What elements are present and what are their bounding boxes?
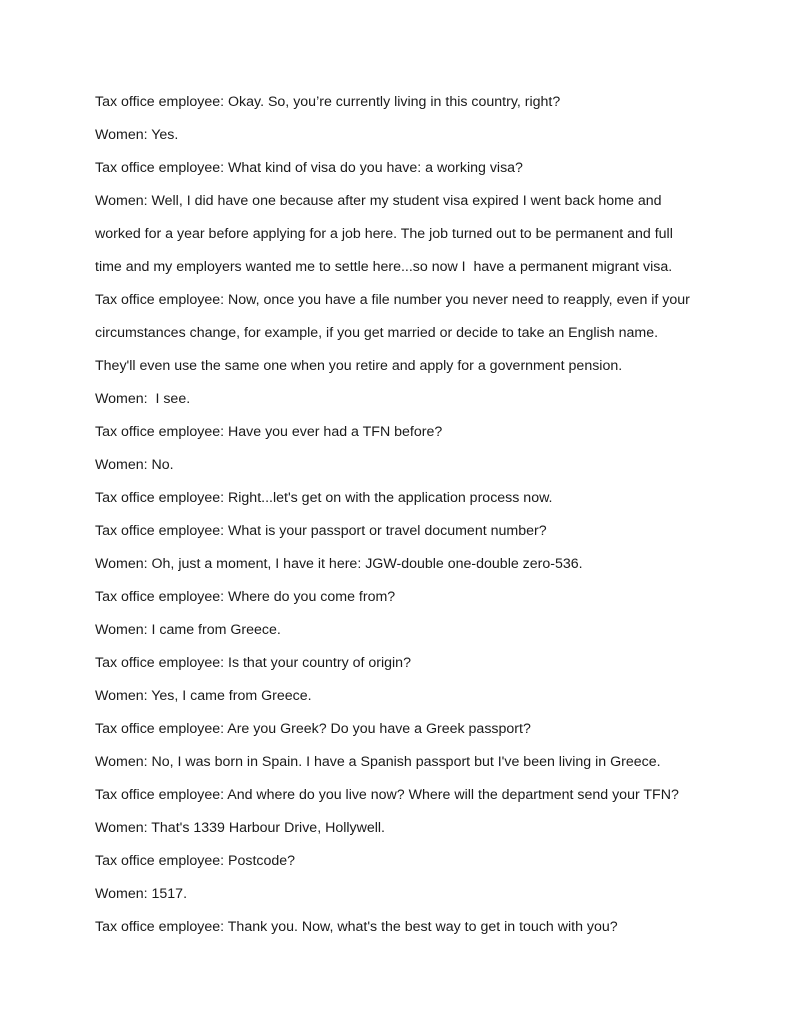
transcript-line: worked for a year before applying for a job here. The job turned out to be permanent and full — [95, 226, 673, 242]
transcript-line: Tax office employee: Are you Greek? Do you have a Greek passport? — [95, 721, 531, 737]
transcript-line: Tax office employee: Okay. So, you’re currently living in this country, right? — [95, 94, 561, 110]
transcript-line: They'll even use the same one when you retire and apply for a government pension. — [95, 358, 623, 374]
transcript-text — [95, 92, 735, 950]
transcript-line: Women: Well, I did have one because after my student visa expired I went back home and — [95, 193, 662, 209]
transcript-line: Women: I see. — [95, 391, 191, 407]
transcript-line: Women: Oh, just a moment, I have it here: JGW-double one-double zero-536. — [95, 556, 583, 572]
transcript-line: Women: No, I was born in Spain. I have a Spanish passport but I've been living in Greece. — [95, 754, 661, 770]
transcript-line: Tax office employee: Right...let's get on with the application process now. — [95, 490, 553, 506]
transcript-line: Women: No. — [95, 457, 174, 473]
transcript-line: Tax office employee: Thank you. Now, what's the best way to get in touch with you? — [95, 919, 618, 935]
transcript-line: Women: Yes, I came from Greece. — [95, 688, 312, 704]
transcript-line: Women: Yes. — [95, 127, 179, 143]
transcript-line: time and my employers wanted me to settle here...so now I have a permanent migrant visa. — [95, 259, 673, 275]
transcript-line: Women: That's 1339 Harbour Drive, Hollywell. — [95, 820, 385, 836]
transcript-line: Tax office employee: Is that your country of origin? — [95, 655, 411, 671]
transcript-line: Tax office employee: And where do you live now? Where will the department send your TFN? — [95, 787, 679, 803]
transcript-line: Women: I came from Greece. — [95, 622, 281, 638]
transcript-line: Tax office employee: Now, once you have a file number you never need to reapply, even if your — [95, 292, 690, 308]
transcript-line: Tax office employee: Postcode? — [95, 853, 296, 869]
transcript-line: Tax office employee: Have you ever had a TFN before? — [95, 424, 443, 440]
transcript-line: Tax office employee: What kind of visa do you have: a working visa? — [95, 160, 523, 176]
transcript-line: Women: 1517. — [95, 886, 188, 902]
transcript-line: Tax office employee: Where do you come from? — [95, 589, 396, 605]
transcript-line: circumstances change, for example, if you get married or decide to take an English name. — [95, 325, 659, 341]
transcript-line: Tax office employee: What is your passport or travel document number? — [95, 523, 547, 539]
